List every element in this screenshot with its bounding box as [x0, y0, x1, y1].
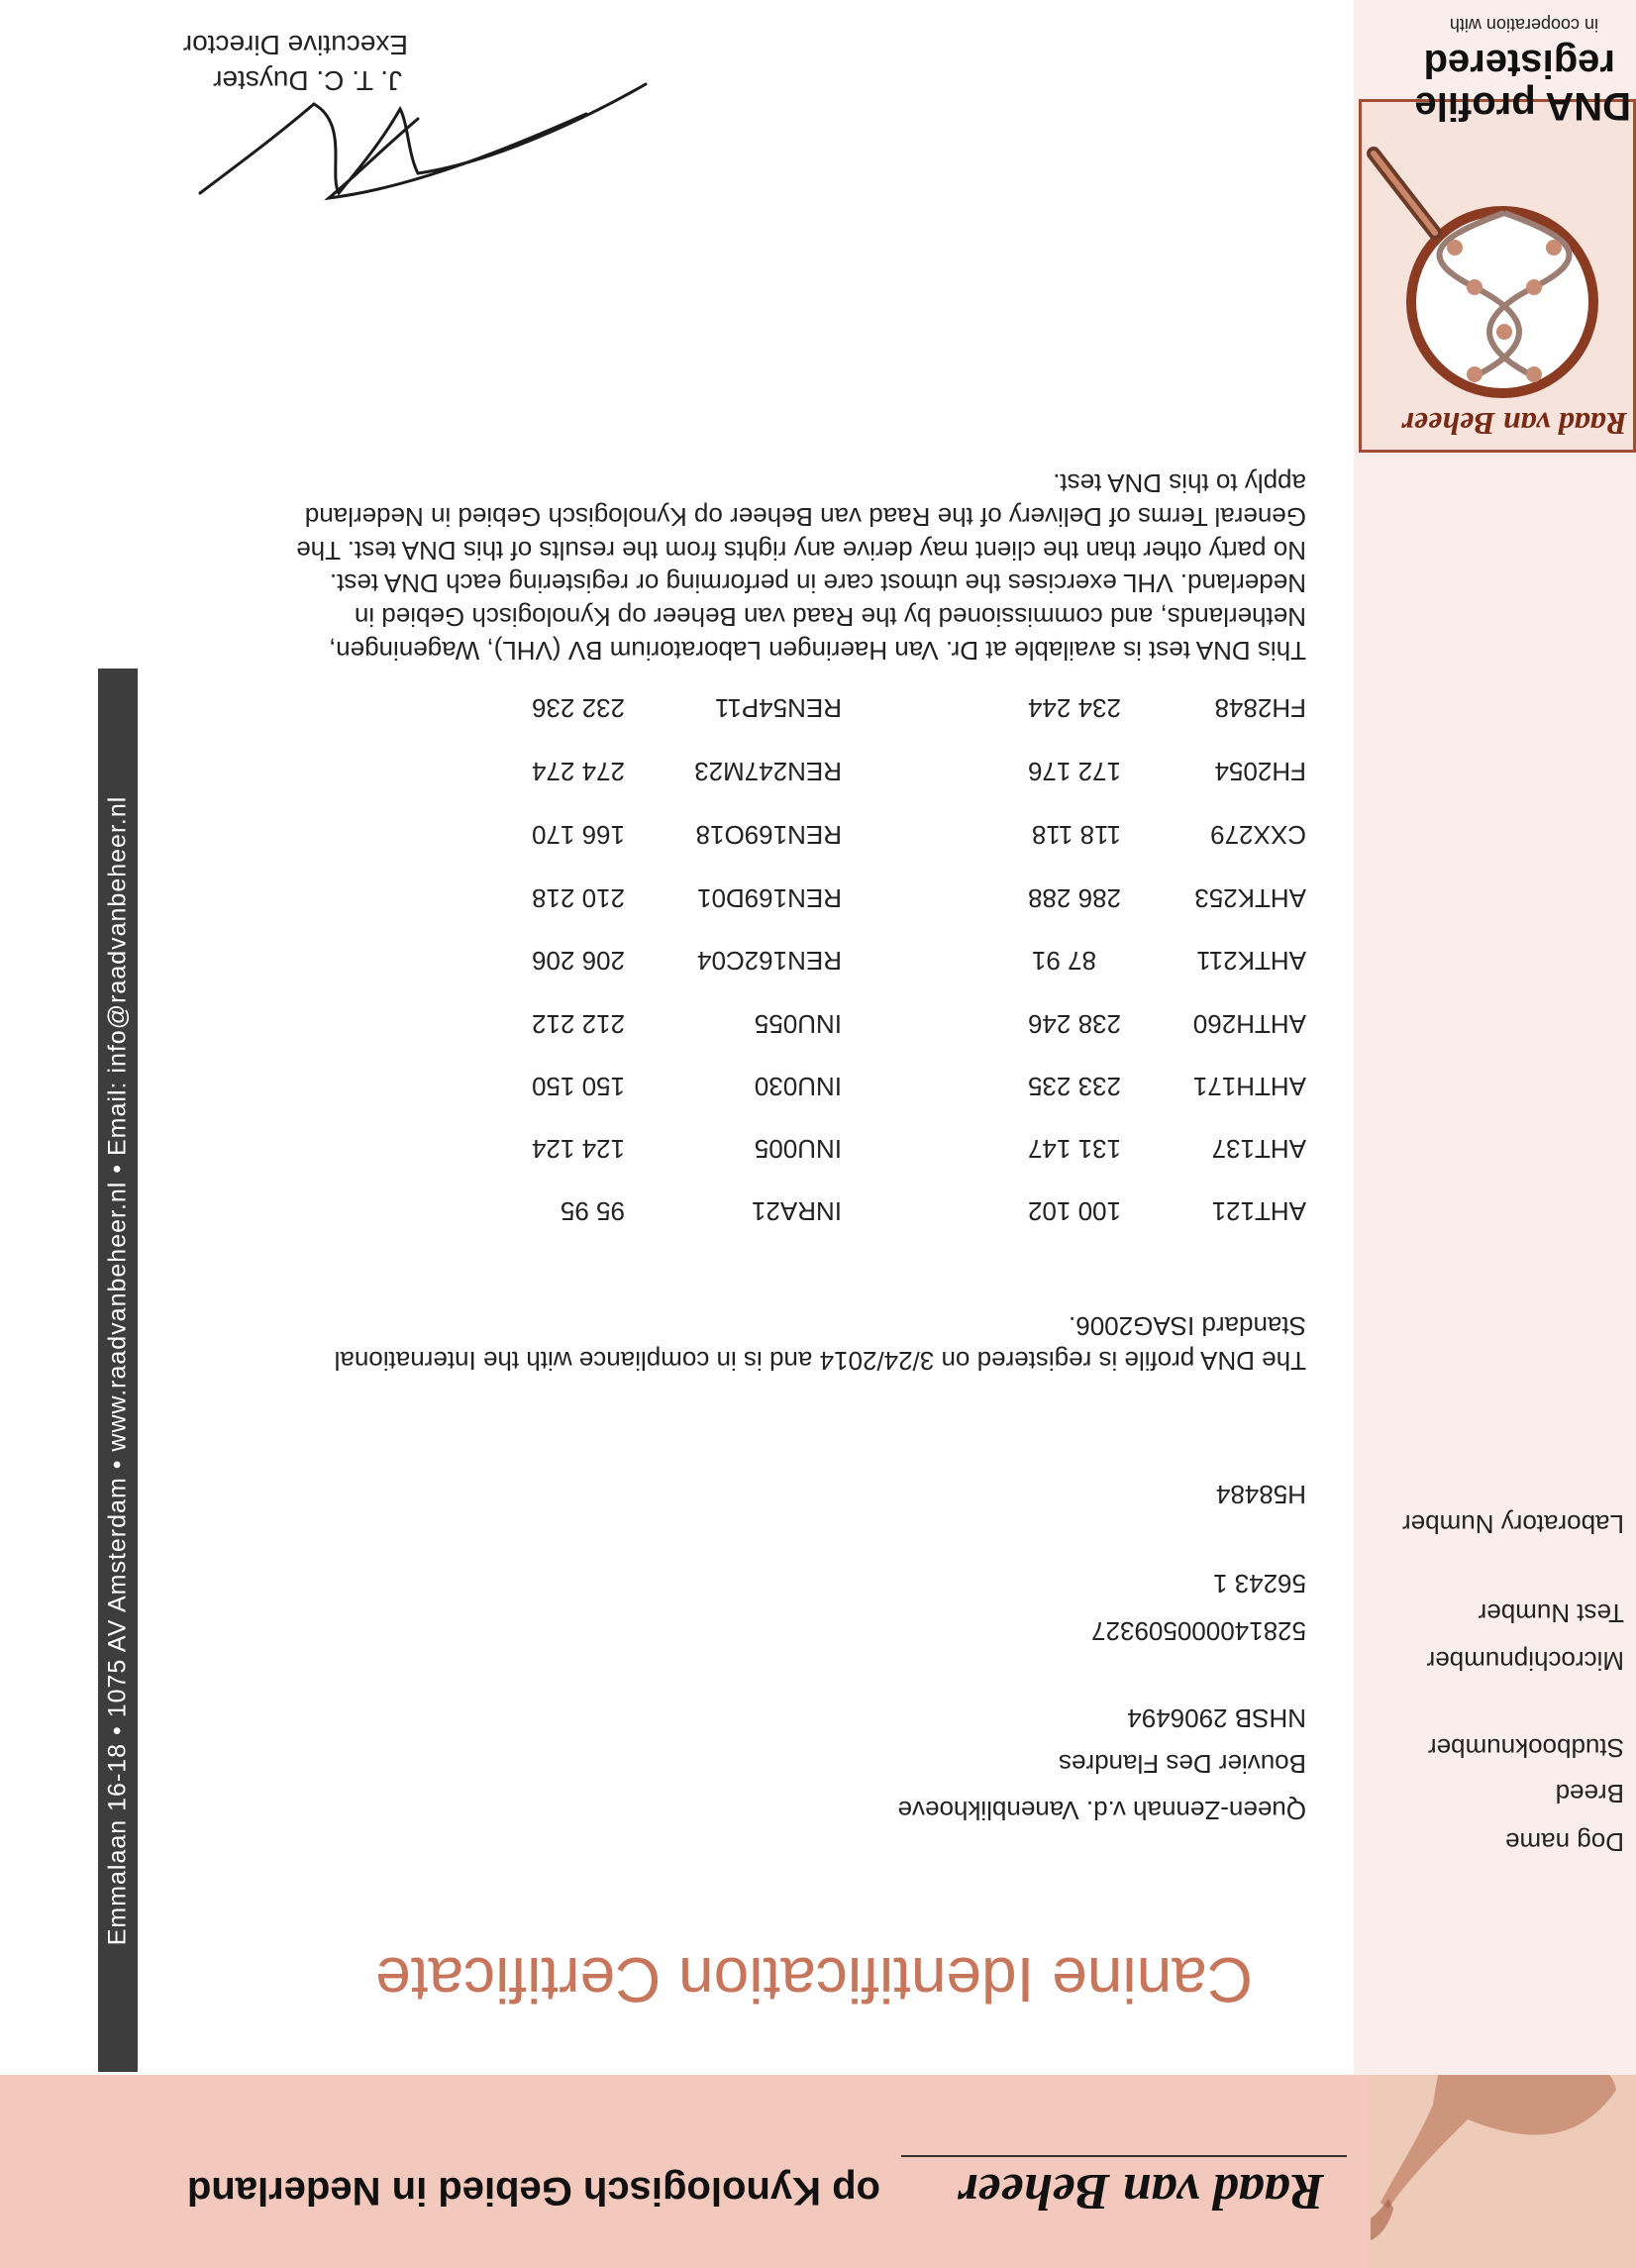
- marker-alleles: 232 236: [532, 693, 625, 723]
- badge-title-line1: DNA profile: [1414, 84, 1631, 128]
- marker-locus: REN169D01: [697, 883, 842, 913]
- marker-alleles: 100 102: [1028, 1196, 1121, 1226]
- marker-alleles: 131 147: [1028, 1134, 1121, 1164]
- marker-locus: INU005: [754, 1134, 842, 1164]
- marker-locus: AHTK253: [1194, 883, 1306, 913]
- marker-alleles: 95 95: [560, 1196, 625, 1226]
- marker-locus: AHTH260: [1192, 1009, 1306, 1039]
- badge-title-line2: registered: [1423, 42, 1615, 85]
- signer-title: Executive Director: [182, 30, 408, 60]
- marker-alleles: 206 206: [532, 946, 625, 976]
- value-test-number: 56243 1: [1213, 1569, 1306, 1598]
- marker-alleles: 166 170: [532, 820, 625, 850]
- value-breed: Bouvier Des Flandres: [1059, 1749, 1306, 1779]
- marker-alleles: 212 212: [532, 1009, 625, 1039]
- value-dog-name: Queen-Zennah v.d. Vanenblikhoeve: [897, 1796, 1306, 1825]
- label-dog-name: Dog name: [1505, 1827, 1624, 1857]
- registration-statement: The DNA profile is registered on 3/24/2014 and is in compliance with the International Standard ISAG2006.: [334, 1310, 1306, 1376]
- marker-locus: REN169O18: [695, 820, 842, 850]
- marker-alleles: 150 150: [532, 1072, 625, 1101]
- marker-locus: REN162C04: [697, 946, 842, 976]
- magnifier-dna-icon: [1362, 139, 1633, 406]
- cooperation-label: in cooperation with: [1449, 15, 1598, 35]
- certificate-title: Canine Identification Certificate: [375, 1944, 1253, 2015]
- label-studbooknumber: Studbooknumber: [1427, 1733, 1624, 1763]
- marker-locus: INU055: [754, 1009, 842, 1039]
- marker-alleles: 124 124: [532, 1134, 625, 1164]
- marker-locus: CXX279: [1210, 820, 1306, 850]
- marker-alleles: 286 288: [1028, 883, 1121, 913]
- value-studbooknumber: NHSB 2906494: [1127, 1703, 1306, 1733]
- marker-alleles: 274 274: [532, 757, 625, 786]
- value-laboratory-number: H58484: [1215, 1480, 1306, 1509]
- value-microchipnumber: 528140000509327: [1091, 1616, 1306, 1646]
- marker-locus: INU030: [754, 1072, 842, 1101]
- marker-locus: INRA21: [751, 1196, 842, 1226]
- label-breed: Breed: [1555, 1779, 1624, 1808]
- marker-locus: AHT121: [1211, 1196, 1306, 1226]
- marker-alleles: 118 118: [1031, 820, 1121, 850]
- marker-alleles: 172 176: [1028, 757, 1121, 786]
- signer-name: J. T. C. Duyster: [213, 65, 402, 96]
- label-microchipnumber: Microchipnumber: [1426, 1646, 1624, 1676]
- label-test-number: Test Number: [1478, 1598, 1624, 1628]
- label-laboratory-number: Laboratory Number: [1402, 1509, 1624, 1539]
- marker-locus: REN247M23: [694, 757, 842, 786]
- contact-details: Emmalaan 16-18 • 1075 AV Amsterdam • www.raadvanbeheer.nl • Email: info@raadvanbeheer.nl: [103, 795, 132, 1946]
- marker-alleles: 87 91: [1031, 946, 1096, 976]
- marker-alleles: 210 218: [532, 883, 625, 913]
- sidebar: [1354, 0, 1636, 2075]
- marker-locus: AHTK211: [1196, 946, 1306, 976]
- marker-locus: REN54P11: [714, 693, 842, 723]
- contact-bar: [98, 669, 138, 2072]
- marker-locus: AHT137: [1211, 1134, 1306, 1164]
- marker-alleles: 238 246: [1028, 1009, 1121, 1039]
- org-suffix: op Kynologisch Gebied in Nederland: [186, 2169, 880, 2213]
- marker-locus: AHTH171: [1192, 1072, 1306, 1101]
- dna-profile-badge: [1359, 42, 1636, 453]
- badge-brand: Raad van Beheer: [1401, 406, 1627, 442]
- marker-alleles: 233 235: [1028, 1072, 1121, 1101]
- marker-locus: FH2848: [1214, 693, 1306, 723]
- marker-locus: FH2054: [1214, 757, 1306, 786]
- header-band: [0, 2075, 1636, 2268]
- availability-statement: This DNA test is available at Dr. Van Haeringen Laboratorium BV (VHL), Wageningen, Netherlands, and commissioned by the Raad van Beheer op Kynologisch Gebied in Nederland. VHL exercises the utmost care in performing or registering each DNA test. No party other than the client may derive any rights from the results of this DNA test. The General Terms of Delivery of the Raad van Beheer op Kynologisch Gebied in Nederland apply to this DNA test.: [296, 468, 1306, 666]
- marker-alleles: 234 244: [1028, 693, 1121, 723]
- header-rule: [901, 2155, 1347, 2157]
- org-name: Raad van Beheer: [958, 2163, 1324, 2219]
